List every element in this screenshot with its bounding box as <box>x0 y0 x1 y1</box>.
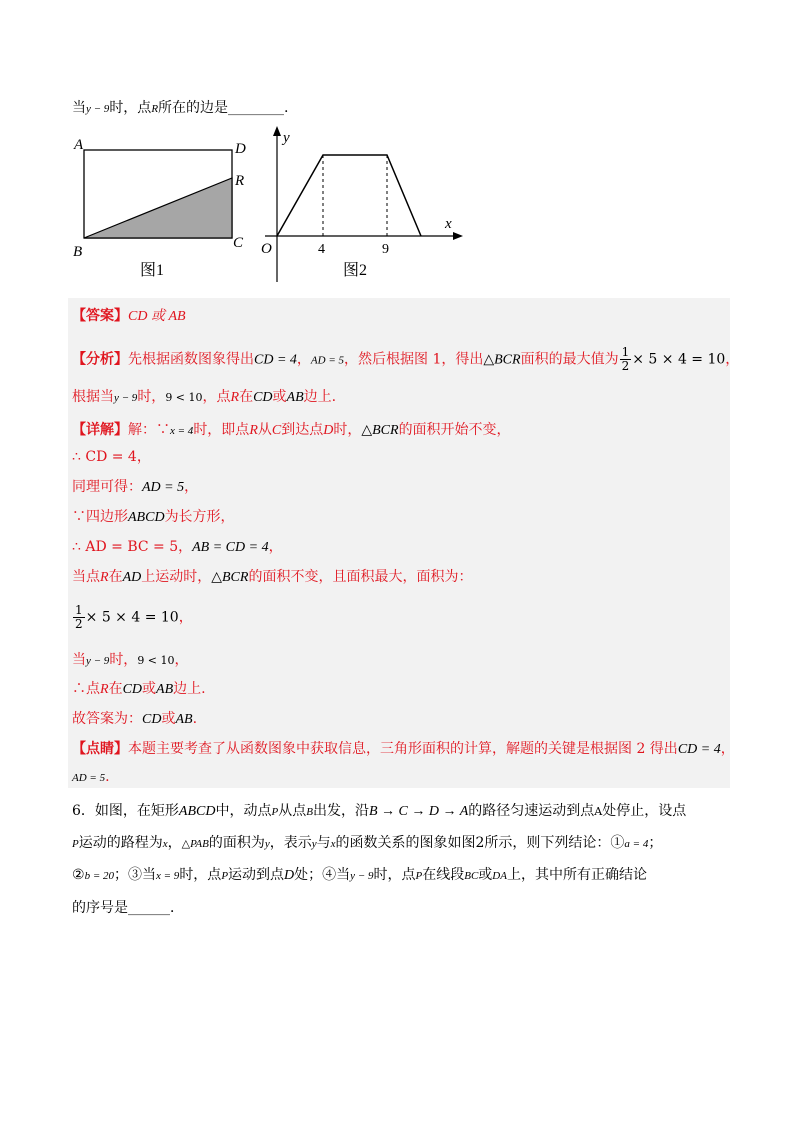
comment-line-2: AD = 5. <box>72 769 110 785</box>
label-d: D <box>235 141 246 157</box>
comment-line-1: 【点睛】本题主要考查了从函数图象中获取信息，三角形面积的计算，解题的关键是根据图 2 得出CD = 4， <box>72 741 735 757</box>
fraction-half: $\frac{1}{2}$ <box>621 345 630 373</box>
analysis-line-2: 根据当y − 9时，9 < 10，点R在CD或AB边上. <box>72 389 337 405</box>
label-y: y <box>283 130 290 146</box>
fraction-half-2: $\frac{1}{2}$ <box>75 603 83 631</box>
tick-9: 9 <box>382 242 389 257</box>
question-6-line-2: P运动的路程为x，△PAB的面积为y，表示y与x的函数关系的图象如图2所示，则下列结论：①a = 4； <box>72 835 663 851</box>
y-axis-arrow <box>273 126 281 136</box>
detail-line-3: 同理可得：AD = 5， <box>72 479 199 495</box>
caption-fig2: 图2 <box>343 262 368 279</box>
detail-line-4: ∵四边形ABCD为长方形， <box>72 509 235 525</box>
detail-line-5: ∴ AD = BC = 5，AB = CD = 4， <box>72 539 283 555</box>
detail-line-10: 故答案为：CD或AB. <box>72 711 198 727</box>
shaded-triangle-bcr <box>84 178 232 238</box>
label-o: O <box>261 241 272 257</box>
caption-fig1: 图1 <box>140 262 165 279</box>
tick-4: 4 <box>318 242 325 257</box>
detail-line-9: ∴点R在CD或AB边上. <box>72 681 206 697</box>
question-6-line-4: 的序号是______． <box>72 900 184 916</box>
x-axis-arrow <box>453 232 463 240</box>
label-r: R <box>235 173 245 189</box>
detail-line-1: 【详解】解：∵x = 4时，即点R从C到达点D时，△BCR的面积开始不变， <box>72 422 511 438</box>
question-6-line-3: ②b = 20；③当x = 9时，点P运动到点D处；④当y − 9时，点P在线段BC或DA上，其中所有正确结论 <box>72 867 647 883</box>
label-b: B <box>73 244 83 260</box>
figure-1 <box>70 128 255 280</box>
detail-line-7: $\frac{1}{2}$ × 5 × 4 = 10， <box>75 603 193 631</box>
detail-line-8: 当y − 9时，9 < 10， <box>72 652 189 668</box>
label-c: C <box>233 235 244 251</box>
question-6-line-1: 6．如图，在矩形ABCD中，动点P从点B出发，沿B → C → D → A的路径匀速运动到点A处停止，设点 <box>72 803 687 819</box>
analysis-line-1: 【分析】先根据函数图象得出CD = 4，AD = 5，然后根据图 1，得出△BCR面积的最大值为 $\frac{1}{2}$ × 5 × 4 = 10， <box>72 345 740 373</box>
question-5-tail: 当y − 9时，点R所在的边是________. <box>72 100 289 116</box>
answer-line: 【答案】CD 或 AB <box>72 308 186 324</box>
detail-line-2: ∴ CD = 4， <box>72 449 151 465</box>
figure-2 <box>255 122 470 282</box>
label-a: A <box>74 137 84 153</box>
function-graph <box>277 155 421 236</box>
label-x: x <box>445 216 452 232</box>
detail-line-6: 当点R在AD上运动时，△BCR的面积不变，且面积最大，面积为： <box>72 569 473 585</box>
